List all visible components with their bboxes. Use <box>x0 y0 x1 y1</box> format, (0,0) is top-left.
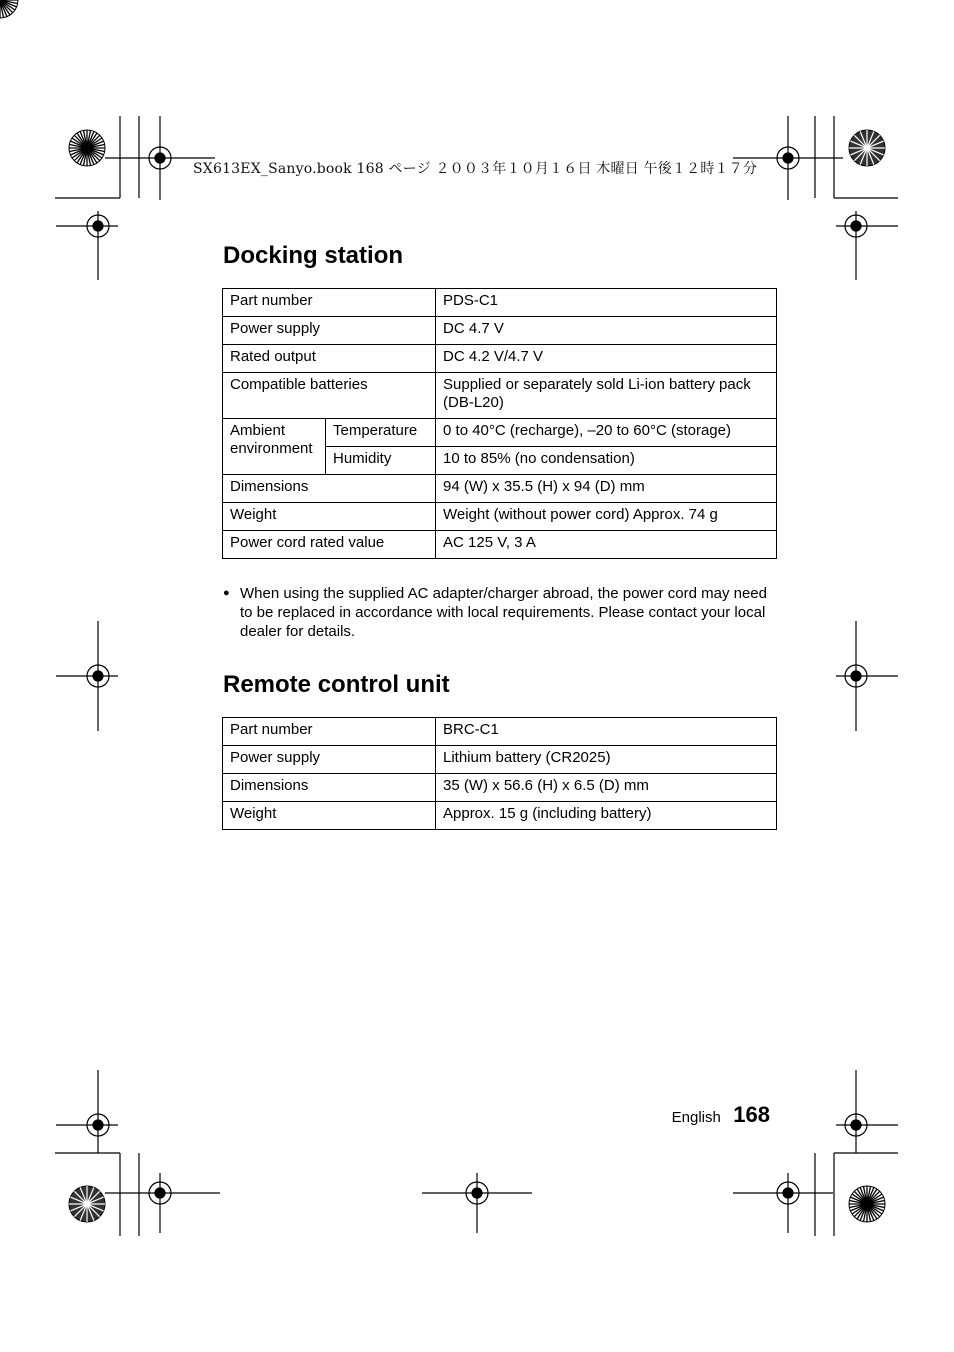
spec-value: PDS-C1 <box>436 289 777 317</box>
spec-label: Ambient environment <box>223 419 326 475</box>
page-footer <box>672 1102 770 1128</box>
remote-control-title: Remote control unit <box>223 671 450 698</box>
spec-value: Lithium battery (CR2025) <box>436 746 777 774</box>
spec-sublabel: Humidity <box>326 447 436 475</box>
note-text: When using the supplied AC adapter/charger abroad, the power cord may need to be replaced in accordance with local requirements. Please contact your local dealer for details. <box>240 585 767 640</box>
spec-value: 0 to 40°C (recharge), –20 to 60°C (storage) <box>436 419 777 447</box>
table-row <box>223 531 777 559</box>
spec-value: BRC-C1 <box>436 718 777 746</box>
spec-label: Dimensions <box>223 774 436 802</box>
bullet-icon: ● <box>223 587 230 599</box>
spec-label: Power supply <box>223 746 436 774</box>
spec-value: DC 4.2 V/4.7 V <box>436 345 777 373</box>
spec-value: Weight (without power cord) Approx. 74 g <box>436 503 777 531</box>
spec-value: 35 (W) x 56.6 (H) x 6.5 (D) mm <box>436 774 777 802</box>
spec-label: Compatible batteries <box>223 373 436 419</box>
table-row <box>223 774 777 802</box>
spec-label: Power supply <box>223 317 436 345</box>
spec-label: Power cord rated value <box>223 531 436 559</box>
spec-label: Weight <box>223 503 436 531</box>
power-cord-note <box>223 584 783 641</box>
page-number: 168 <box>733 1102 770 1127</box>
table-row <box>223 503 777 531</box>
table-row <box>223 345 777 373</box>
table-row <box>223 475 777 503</box>
spec-value: AC 125 V, 3 A <box>436 531 777 559</box>
docking-station-title: Docking station <box>223 242 404 269</box>
table-row <box>223 419 777 447</box>
table-row <box>223 317 777 345</box>
table-row <box>223 746 777 774</box>
table-row <box>223 802 777 830</box>
spec-value: 94 (W) x 35.5 (H) x 94 (D) mm <box>436 475 777 503</box>
footer-language: English <box>671 1109 721 1126</box>
remote-control-spec-table <box>222 717 777 830</box>
spec-label: Part number <box>223 718 436 746</box>
table-row <box>223 373 777 419</box>
table-row <box>223 289 777 317</box>
spec-value: 10 to 85% (no condensation) <box>436 447 777 475</box>
spec-value: Approx. 15 g (including battery) <box>436 802 777 830</box>
spec-sublabel: Temperature <box>326 419 436 447</box>
spec-value: Supplied or separately sold Li-ion battery pack (DB-L20) <box>436 373 777 419</box>
table-row <box>223 718 777 746</box>
spec-label: Dimensions <box>223 475 436 503</box>
spec-label: Part number <box>223 289 436 317</box>
docking-station-spec-table <box>222 288 777 559</box>
spec-label: Rated output <box>223 345 436 373</box>
print-header: SX613EX_Sanyo.book 168 ページ ２００３年１０月１６日 木曜日 午後１２時１７分 <box>193 161 758 177</box>
spec-label: Weight <box>223 802 436 830</box>
spec-value: DC 4.7 V <box>436 317 777 345</box>
